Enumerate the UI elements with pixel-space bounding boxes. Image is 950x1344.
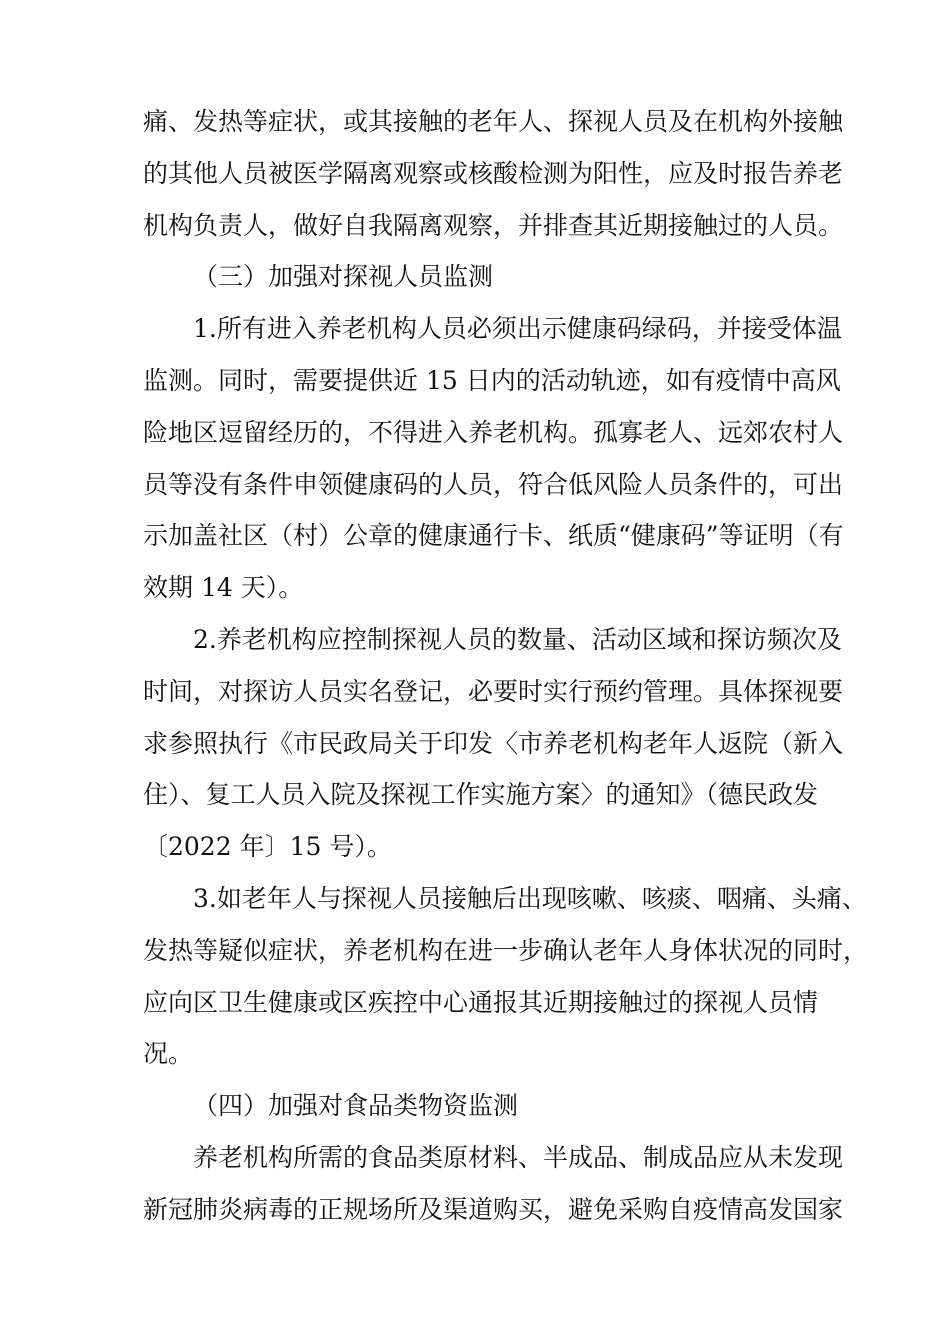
paragraph-line: 员等没有条件申领健康码的人员，符合低风险人员条件的，可出 — [143, 469, 844, 499]
paragraph-line: 新冠肺炎病毒的正规场所及渠道购买，避免采购自疫情高发国家 — [143, 1194, 844, 1224]
paragraph-line: 住）、复工人员入院及探视工作实施方案〉的通知》（德民政发 — [143, 780, 819, 810]
paragraph-line: 求参照执行《市民政局关于印发〈市养老机构老年人返院（新入 — [143, 728, 844, 758]
paragraph-line: 的其他人员被医学隔离观察或核酸检测为阳性，应及时报告养老 — [143, 158, 844, 188]
paragraph-line: 应向区卫生健康或区疾控中心通报其近期接触过的探视人员情 — [143, 987, 819, 1017]
document-body — [143, 96, 869, 1236]
paragraph-line: 险地区逗留经历的，不得进入养老机构。孤寡老人、远郊农村人 — [143, 417, 844, 447]
section-heading-3: （三）加强对探视人员监测 — [193, 262, 494, 292]
paragraph-line: 3.如老年人与探视人员接触后出现咳嗽、咳痰、咽痛、头痛、 — [193, 883, 867, 913]
paragraph-line: 时间，对探访人员实名登记，必要时实行预约管理。具体探视要 — [143, 676, 844, 706]
paragraph-line: 1.所有进入养老机构人员必须出示健康码绿码，并接受体温 — [193, 314, 842, 344]
section-heading-4: （四）加强对食品类物资监测 — [193, 1091, 519, 1121]
paragraph-line: 示加盖社区（村）公章的健康通行卡、纸质“健康码”等证明（有 — [143, 521, 844, 551]
paragraph-line: 效期 14 天）。 — [143, 573, 304, 603]
paragraph-line: 机构负责人，做好自我隔离观察，并排查其近期接触过的人员。 — [143, 210, 844, 240]
paragraph-line: 况。 — [143, 1039, 194, 1069]
paragraph-line: 〔2022 年〕15 号）。 — [143, 832, 392, 862]
paragraph-line: 2.养老机构应控制探视人员的数量、活动区域和探访频次及 — [193, 624, 842, 654]
paragraph-line: 养老机构所需的食品类原材料、半成品、制成品应从未发现 — [193, 1142, 844, 1172]
paragraph-line: 监测。同时，需要提供近 15 日内的活动轨迹，如有疫情中高风 — [143, 365, 841, 395]
paragraph-line: 痛、发热等症状，或其接触的老年人、探视人员及在机构外接触 — [143, 107, 844, 136]
paragraph-line: 发热等疑似症状，养老机构在进一步确认老年人身体状况的同时， — [143, 935, 869, 965]
